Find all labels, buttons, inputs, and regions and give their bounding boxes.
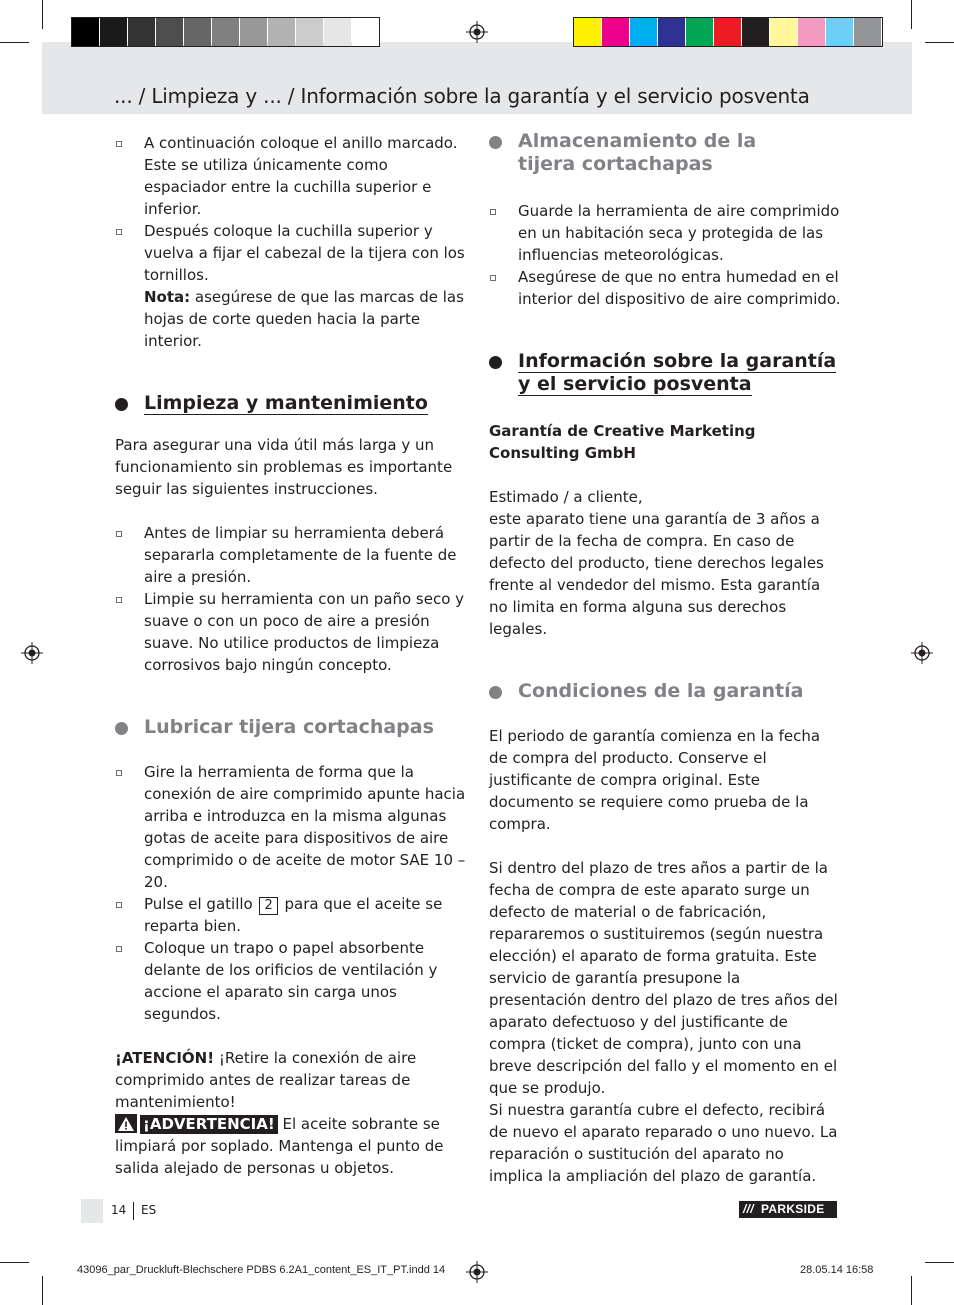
color-swatch [240,18,267,46]
note-text: asegúrese de que las marcas de las hojas de corte queden hacia la parte interior. [144,288,464,350]
footer-divider [133,1202,134,1220]
color-swatch [770,18,797,46]
color-swatch [854,18,881,46]
page-breadcrumb: ... / Limpieza y ... / Información sobre la garantía y el servicio posventa [114,84,810,108]
section-heading-lubricate: Lubricar tijera cortachapas [115,716,467,739]
color-swatch [156,18,183,46]
crop-mark [0,1262,29,1263]
warranty-salutation: Estimado / a cliente, [489,488,643,506]
file-slug: 43096_par_Druckluft-Blechschere PDBS 6.2A1_content_ES_IT_PT.indd 14 [77,1264,446,1276]
color-swatch [352,18,379,46]
section-heading-cleaning: Limpieza y mantenimiento [115,392,467,415]
bullet-square-icon [490,275,496,281]
note-label: Nota: [144,288,191,306]
conditions-p2: Si dentro del plazo de tres años a partir de la fecha de compra de este aparato surge un defecto de material o de fabricación, repararemos o sustituiremos (según nuestra elección) el aparato de forma gratuita. Este servicio de garantía presupone la presentación dentro del plazo de tres años del aparato defectuoso y del justificante de compra (ticket de compra), junto con una breve descripción del fallo y el momento en el que se produjo. [489,859,838,1097]
warning-triangle-icon [115,1114,137,1133]
part-number-box: 2 [259,897,277,915]
color-swatch [296,18,323,46]
color-swatch [686,18,713,46]
list-item [115,132,467,220]
section-heading-conditions: Condiciones de la garantía [489,680,841,703]
heading-bullet-icon [115,722,128,735]
list-item: Guarde la herramienta de aire comprimido en un habitación seca y protegida de las influencias meteorológicas. [489,200,841,266]
color-swatch [268,18,295,46]
color-swatch [602,18,629,46]
heading-bullet-icon [489,686,502,699]
color-swatch [212,18,239,46]
warranty-body: este aparato tiene una garantía de 3 años a partir de la fecha de compra. En caso de defecto del producto, tiene derechos legales frente al vendedor del mismo. Esta garantía no limita en forma alguna sus derechos legales. [489,510,824,638]
bullet-square-icon [116,902,122,908]
file-date: 28.05.14 16:58 [800,1264,874,1276]
logo-text: PARKSIDE [761,1202,825,1216]
list-item: Antes de limpiar su herramienta deberá separarla completamente de la fuente de aire a presión. [115,522,467,588]
cleaning-intro: Para asegurar una vida útil más larga y un funcionamiento sin problemas es importante seguir las siguientes instrucciones. [115,436,453,498]
bullet-square-icon [116,141,122,147]
bullet-square-icon [116,229,122,235]
color-swatch [826,18,853,46]
crop-mark [925,1262,954,1263]
gray-calibration-bar [71,17,380,47]
list-item: Limpie su herramienta con un paño seco y suave o con un poco de aire a presión suave. No utilice productos de limpieza corrosivos bajo ningún concepto. [115,588,467,676]
list-item: Gire la herramienta de forma que la conexión de aire comprimido apunte hacia arriba e introduzca en la misma algunas gotas de aceite para dispositivos de aire comprimido o de aceite de motor SAE 10 – 20. [115,761,467,893]
list-item: Coloque un trapo o papel absorbente delante de los orificios de ventilación y accione el aparato sin carga unos segundos. [115,937,467,1025]
color-swatch [658,18,685,46]
section-heading-storage: Almacenamiento de la tijera cortachapas [489,130,841,176]
color-swatch [72,18,99,46]
color-swatch [798,18,825,46]
attention-paragraph: ¡ATENCIÓN! ¡Retire la conexión de aire comprimido antes de realizar tareas de mantenimiento! ¡ADVERTENCIA! El aceite sobrante se limpiará por soplado. Mantenga el punto de salida alejado de personas u objetos. [115,1049,444,1177]
conditions-p3: Si nuestra garantía cubre el defecto, recibirá de nuevo el aparato reparado o uno nuevo. La reparación o sustitución del aparato no implica la ampliación del plazo de garantía. [489,1101,838,1185]
list-item: Asegúrese de que no entra humedad en el interior del dispositivo de aire comprimido. [489,266,841,310]
section-heading-warranty: Información sobre la garantía y el servicio posventa [489,350,841,396]
left-column [115,132,467,1179]
warning-label: ¡ADVERTENCIA! [140,1115,278,1134]
conditions-p1: El periodo de garantía comienza en la fecha de compra del producto. Conserve el justificante de compra original. Este documento se requiere como prueba de la compra. [489,727,821,833]
bullet-square-icon [490,209,496,215]
bullet-square-icon [116,531,122,537]
registration-mark-icon [21,642,43,664]
crop-mark [911,1276,912,1305]
parkside-logo [739,1201,837,1218]
heading-bullet-icon [115,398,128,411]
crop-mark [42,1276,43,1305]
color-swatch [184,18,211,46]
warranty-company: Garantía de Creative Marketing Consulting GmbH [489,422,756,462]
language-code: ES [141,1203,157,1217]
bullet-square-icon [116,770,122,776]
list-item [115,220,467,352]
color-swatch [128,18,155,46]
crop-mark [925,42,954,43]
color-swatch [714,18,741,46]
page-number-box [81,1199,103,1223]
logo-slashes: /// [743,1202,754,1216]
right-column [489,130,841,1187]
page-number: 14 [111,1203,127,1217]
heading-bullet-icon [489,356,502,369]
attention-label: ¡ATENCIÓN! [115,1049,215,1067]
crop-mark [0,42,29,43]
color-swatch [574,18,601,46]
color-swatch [324,18,351,46]
list-item: Pulse el gatillo 2 para que el aceite se reparta bien. [115,893,467,937]
registration-mark-icon [466,21,488,43]
crop-mark [911,0,912,29]
list-item-text: Después coloque la cuchilla superior y vuelva a fijar el cabezal de la tijera con los tornillos. [144,222,465,284]
bullet-square-icon [116,946,122,952]
color-swatch [100,18,127,46]
registration-mark-icon [466,1261,488,1283]
crop-mark [42,0,43,29]
color-swatch [742,18,769,46]
color-swatch [630,18,657,46]
bullet-square-icon [116,597,122,603]
list-item-text: A continuación coloque el anillo marcado. Este se utiliza únicamente como espaciador entre la cuchilla superior e inferior. [144,134,458,218]
registration-mark-icon [911,642,933,664]
heading-bullet-icon [489,136,502,149]
color-calibration-bar [573,17,883,47]
